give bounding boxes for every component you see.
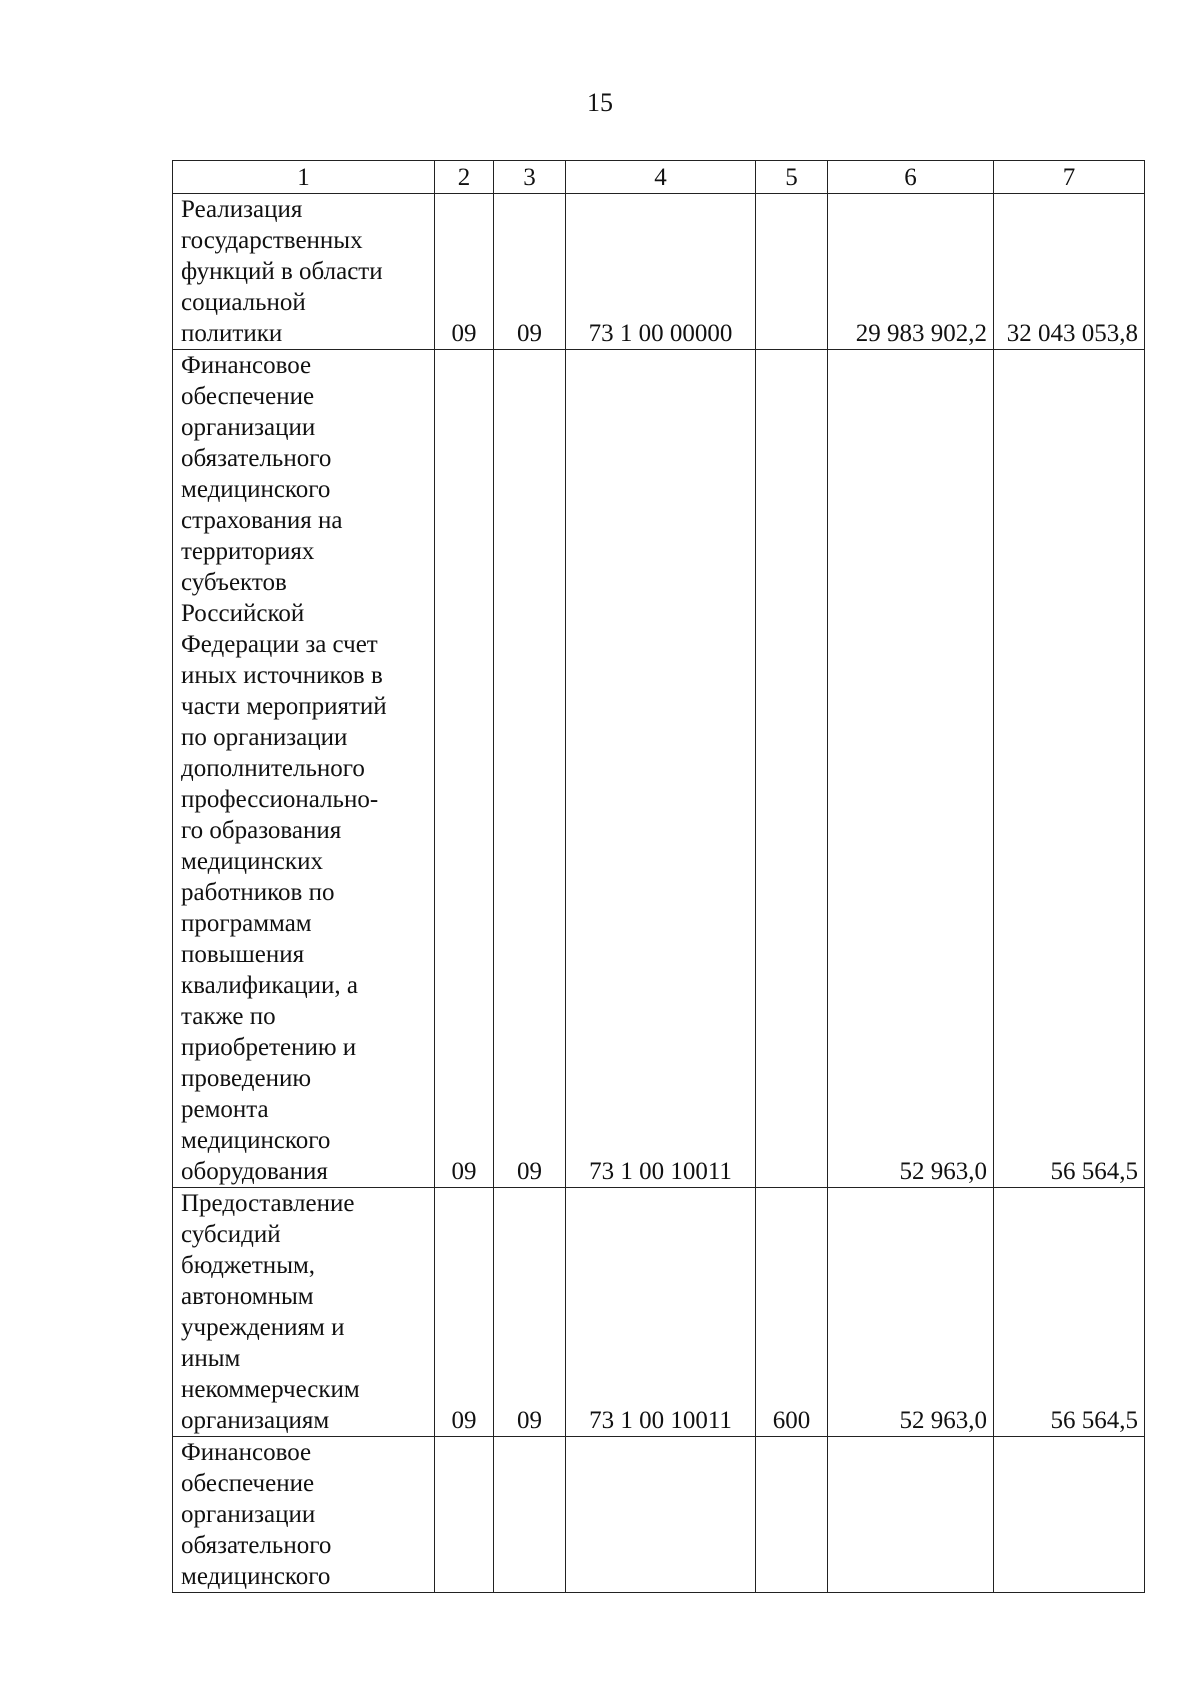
row-name-line: бюджетным,	[181, 1252, 316, 1279]
row-name-line: повышения	[181, 941, 305, 968]
row-name-line: обеспечение	[181, 383, 315, 410]
budget-table	[172, 160, 1145, 1593]
row-name-line: иных источников в	[181, 662, 383, 689]
row-name-line: субъектов	[181, 569, 287, 596]
row-name-line: Предоставление	[181, 1190, 355, 1217]
row-name-line: обеспечение	[181, 1470, 315, 1497]
subsection-code-cell: 09	[494, 1188, 566, 1437]
header-cell: 6	[828, 161, 994, 194]
row-name-line: также по	[181, 1003, 276, 1030]
header-cell: 3	[494, 161, 566, 194]
row-name-line: организациям	[181, 1407, 330, 1434]
row-name-line: медицинских	[181, 848, 323, 875]
row-name-line: медицинского	[181, 476, 331, 503]
row-name-line: автономным	[181, 1283, 314, 1310]
header-cell: 5	[756, 161, 828, 194]
row-name-line: обязательного	[181, 445, 332, 472]
header-cell: 2	[435, 161, 494, 194]
amount-year2-cell: 56 564,5	[994, 350, 1145, 1188]
expense-type-cell	[756, 350, 828, 1188]
header-cell: 7	[994, 161, 1145, 194]
row-name-line: Финансовое	[181, 352, 312, 379]
row-name-line: медицинского	[181, 1127, 331, 1154]
row-name-line: иным	[181, 1345, 241, 1372]
target-article-cell: 73 1 00 10011	[566, 350, 756, 1188]
row-name-line: Реализация	[181, 196, 303, 223]
header-cell: 1	[173, 161, 435, 194]
target-article-cell	[566, 1437, 756, 1593]
section-code-cell	[435, 1437, 494, 1593]
amount-year1-cell	[828, 1437, 994, 1593]
row-name-cell	[173, 1437, 435, 1593]
row-name-line: обязательного	[181, 1532, 332, 1559]
section-code-cell: 09	[435, 350, 494, 1188]
section-code-cell: 09	[435, 1188, 494, 1437]
amount-year1-cell: 29 983 902,2	[828, 194, 994, 350]
page-number: 15	[587, 88, 613, 117]
table-row	[173, 350, 1145, 1188]
row-name-line: квалификации, а	[181, 972, 358, 999]
row-name-line: Финансовое	[181, 1439, 312, 1466]
row-name-line: политики	[181, 320, 283, 347]
subsection-code-cell: 09	[494, 194, 566, 350]
table-body	[173, 161, 1145, 1593]
target-article-cell: 73 1 00 10011	[566, 1188, 756, 1437]
row-name-line: страхования на	[181, 507, 343, 534]
row-name-line: оборудования	[181, 1158, 328, 1185]
header-cell: 4	[566, 161, 756, 194]
row-name-line: профессионально-	[181, 786, 379, 813]
row-name-line: медицинского	[181, 1563, 331, 1590]
row-name-line: организации	[181, 1501, 316, 1528]
row-name-line: функций в области	[181, 258, 383, 285]
table-row	[173, 1437, 1145, 1593]
row-name-line: части мероприятий	[181, 693, 387, 720]
row-name-line: проведению	[181, 1065, 312, 1092]
row-name-line: государственных	[181, 227, 363, 254]
table-header-row	[173, 161, 1145, 194]
expense-type-cell	[756, 1437, 828, 1593]
row-name-line: приобретению и	[181, 1034, 357, 1061]
row-name-line: работников по	[181, 879, 335, 906]
amount-year2-cell	[994, 1437, 1145, 1593]
row-name-line: субсидий	[181, 1221, 281, 1248]
row-name-line: ремонта	[181, 1096, 269, 1123]
subsection-code-cell: 09	[494, 350, 566, 1188]
table-row	[173, 194, 1145, 350]
row-name-line: учреждениям и	[181, 1314, 345, 1341]
table-row	[173, 1188, 1145, 1437]
section-code-cell: 09	[435, 194, 494, 350]
row-name-cell	[173, 194, 435, 350]
row-name-line: программам	[181, 910, 312, 937]
row-name-line: Российской	[181, 600, 305, 627]
row-name-line: по организации	[181, 724, 348, 751]
amount-year2-cell: 56 564,5	[994, 1188, 1145, 1437]
expense-type-cell: 600	[756, 1188, 828, 1437]
target-article-cell: 73 1 00 00000	[566, 194, 756, 350]
amount-year1-cell: 52 963,0	[828, 350, 994, 1188]
row-name-line: организации	[181, 414, 316, 441]
row-name-cell	[173, 350, 435, 1188]
amount-year2-cell: 32 043 053,8	[994, 194, 1145, 350]
row-name-cell	[173, 1188, 435, 1437]
row-name-line: некоммерческим	[181, 1376, 360, 1403]
row-name-line: территориях	[181, 538, 315, 565]
amount-year1-cell: 52 963,0	[828, 1188, 994, 1437]
row-name-line: го образования	[181, 817, 342, 844]
subsection-code-cell	[494, 1437, 566, 1593]
row-name-line: социальной	[181, 289, 306, 316]
expense-type-cell	[756, 194, 828, 350]
row-name-line: дополнительного	[181, 755, 365, 782]
row-name-line: Федерации за счет	[181, 631, 378, 658]
